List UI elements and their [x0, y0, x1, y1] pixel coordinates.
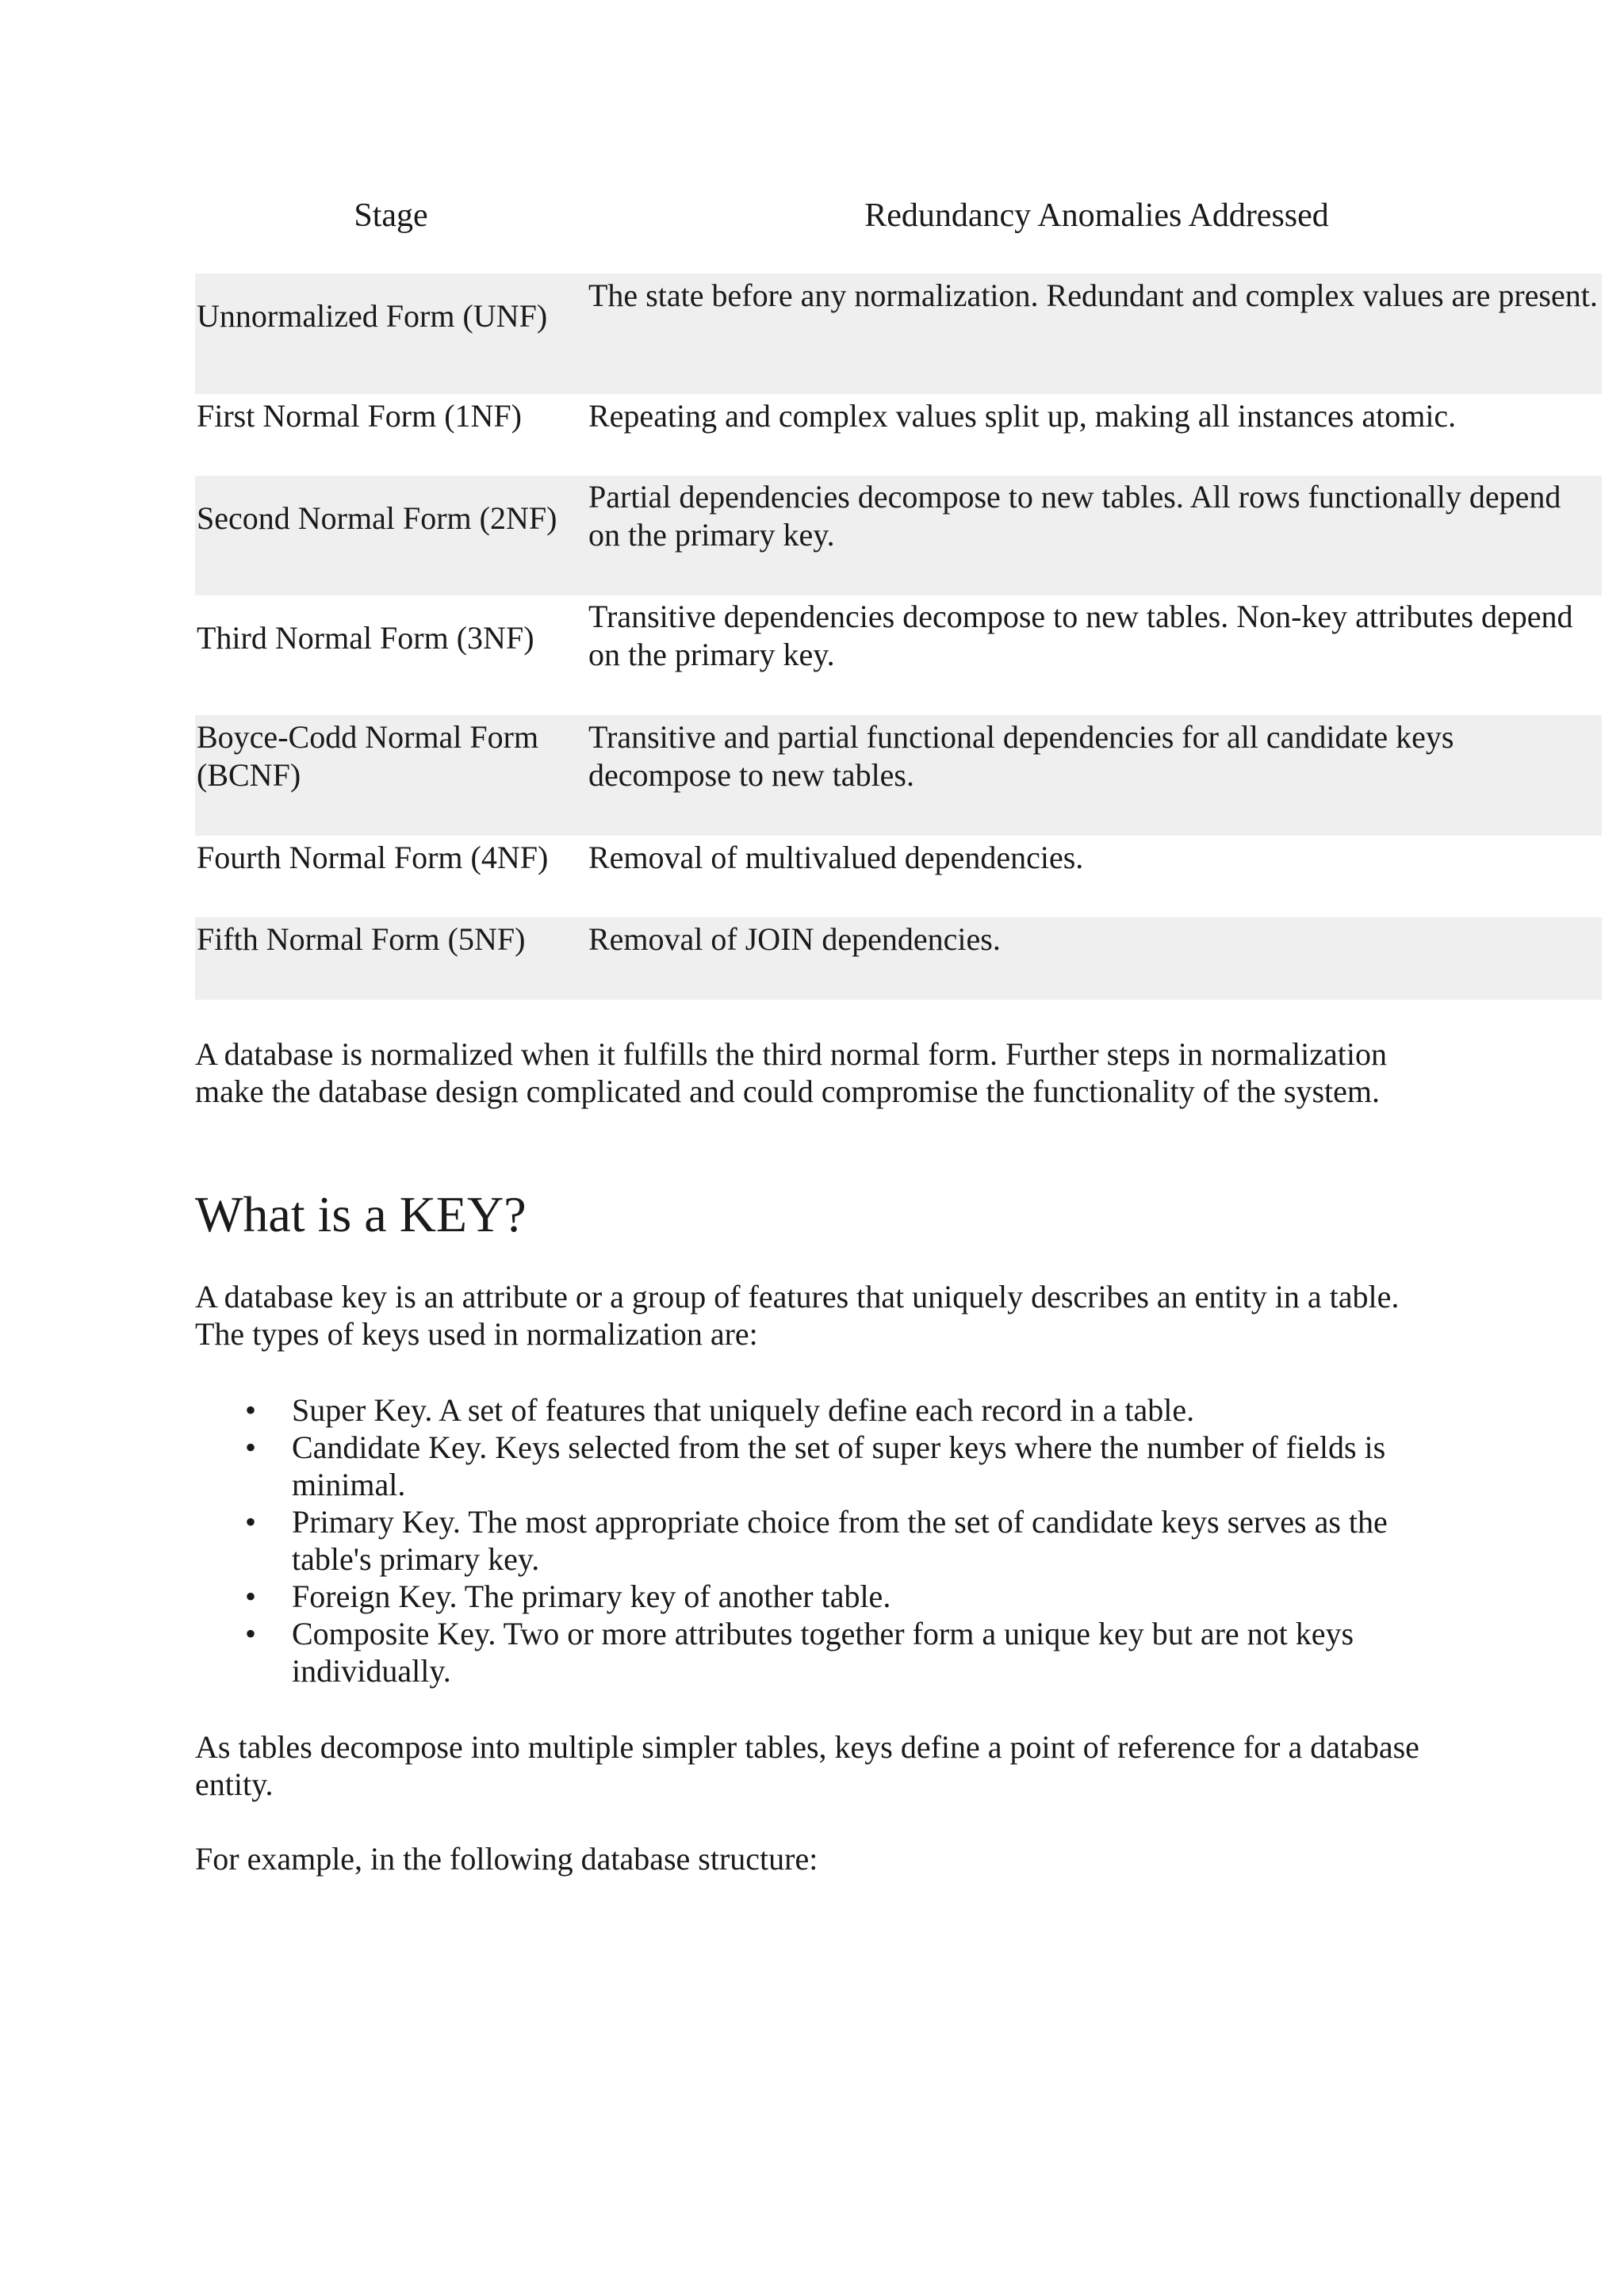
key-intro-paragraph: A database key is an attribute or a group of features that uniquely describes an entity in a table. The types of keys used in normalization are: [195, 1279, 1400, 1352]
bullet-icon: • [245, 1578, 257, 1614]
table-row [195, 917, 1602, 1000]
table-row [195, 394, 1602, 476]
list-item-text: Candidate Key. Keys selected from the set of super keys where the number of fields is minimal. [292, 1429, 1386, 1502]
list-item [195, 1503, 1440, 1578]
list-item-text: Composite Key. Two or more attributes together form a unique key but are not keys individually. [292, 1616, 1354, 1689]
stage-cell: Third Normal Form (3NF) [197, 620, 534, 656]
stage-cell: First Normal Form (1NF) [197, 398, 522, 434]
stage-cell: Boyce-Codd Normal Form (BCNF) [197, 719, 539, 793]
anomalies-cell: The state before any normalization. Redundant and complex values are present. [588, 277, 1598, 313]
list-item-text: Super Key. A set of features that uniquely define each record in a table. [292, 1392, 1195, 1428]
table-row [195, 836, 1602, 917]
list-item-text: Primary Key. The most appropriate choice from the set of candidate keys serves as the table's primary key. [292, 1504, 1388, 1577]
anomalies-cell: Repeating and complex values split up, making all instances atomic. [588, 398, 1457, 434]
table-row [195, 595, 1602, 715]
header-anomalies: Redundancy Anomalies Addressed [864, 197, 1329, 234]
bullet-icon: • [245, 1616, 257, 1651]
list-item [195, 1615, 1440, 1689]
anomalies-cell: Removal of multivalued dependencies. [588, 840, 1084, 875]
list-item [195, 1578, 1440, 1615]
stage-cell: Fifth Normal Form (5NF) [197, 921, 526, 957]
anomalies-cell: Transitive dependencies decompose to new tables. Non-key attributes depend on the primary key. [588, 599, 1573, 672]
table-row [195, 476, 1602, 595]
list-item-text: Foreign Key. The primary key of another table. [292, 1578, 891, 1614]
reference-paragraph: As tables decompose into multiple simpler tables, keys define a point of reference for a database entity. [195, 1729, 1419, 1802]
table-header-row [195, 190, 1602, 274]
table-row [195, 274, 1602, 394]
normalized-paragraph: A database is normalized when it fulfills the third normal form. Further steps in normalization make the database design complicated and could compromise the functionality of the system. [195, 1036, 1387, 1109]
stage-cell: Unnormalized Form (UNF) [197, 298, 548, 334]
anomalies-cell: Partial dependencies decompose to new tables. All rows functionally depend on the primary key. [588, 479, 1561, 553]
bullet-icon: • [245, 1504, 257, 1540]
bullet-icon: • [245, 1429, 257, 1465]
table-row [195, 715, 1602, 836]
bullet-icon: • [245, 1392, 257, 1428]
example-paragraph: For example, in the following database structure: [195, 1841, 818, 1877]
anomalies-cell: Removal of JOIN dependencies. [588, 921, 1001, 957]
key-types-list [195, 1391, 1440, 1689]
normalization-stages-table [195, 190, 1602, 1000]
list-item [195, 1391, 1440, 1429]
stage-cell: Second Normal Form (2NF) [197, 500, 557, 536]
key-heading: What is a KEY? [195, 1186, 527, 1242]
anomalies-cell: Transitive and partial functional dependencies for all candidate keys decompose to new tables. [588, 719, 1454, 793]
stage-cell: Fourth Normal Form (4NF) [197, 840, 549, 875]
list-item [195, 1429, 1440, 1503]
header-stage: Stage [354, 197, 428, 234]
